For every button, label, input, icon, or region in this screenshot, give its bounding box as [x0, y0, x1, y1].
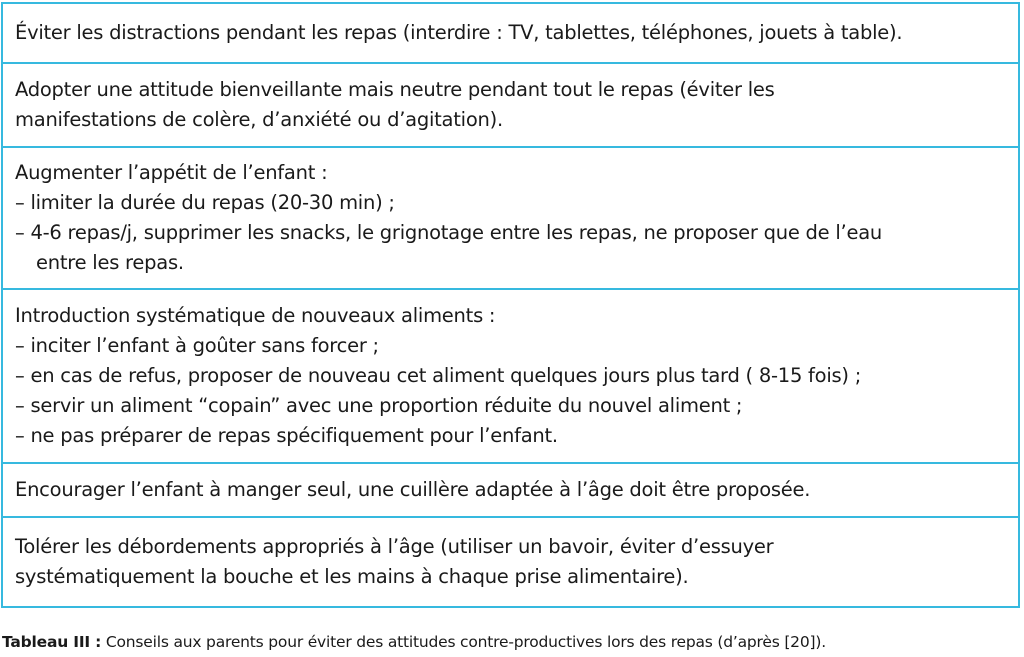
row-text: systématiquement la bouche et les mains à chaque prise alimentaire). — [15, 565, 689, 588]
row-bullet: – 4-6 repas/j, supprimer les snacks, le grignotage entre les repas, ne proposer que de l’eau — [15, 221, 883, 244]
row-text: Éviter les distractions pendant les repas (interdire : TV, tablettes, téléphones, jouets à table). — [15, 21, 903, 44]
caption-text: Conseils aux parents pour éviter des attitudes contre-productives lors des repas (d’après [20]). — [101, 633, 826, 651]
row-text: Adopter une attitude bienveillante mais neutre pendant tout le repas (éviter les — [15, 78, 775, 101]
table-row — [3, 290, 1018, 464]
table-row — [3, 148, 1018, 290]
row-bullet: – servir un aliment “copain” avec une proportion réduite du nouvel aliment ; — [15, 394, 743, 417]
row-heading: Introduction systématique de nouveaux aliments : — [15, 304, 496, 327]
row-text: manifestations de colère, d’anxiété ou d’agitation). — [15, 108, 503, 131]
row-text: Encourager l’enfant à manger seul, une cuillère adaptée à l’âge doit être proposée. — [15, 478, 811, 501]
row-text: Tolérer les débordements appropriés à l’âge (utiliser un bavoir, éviter d’essuyer — [15, 535, 774, 558]
row-heading: Augmenter l’appétit de l’enfant : — [15, 161, 328, 184]
table-caption — [2, 632, 826, 652]
row-bullet: – en cas de refus, proposer de nouveau cet aliment quelques jours plus tard ( 8-15 fois) ; — [15, 364, 862, 387]
table-row — [3, 464, 1018, 518]
row-bullet: – inciter l’enfant à goûter sans forcer ; — [15, 334, 379, 357]
table-row — [3, 64, 1018, 148]
table-row — [3, 518, 1018, 606]
advice-table — [1, 2, 1020, 608]
table-row — [3, 4, 1018, 64]
caption-label: Tableau III : — [2, 633, 102, 651]
row-bullet: – ne pas préparer de repas spécifiquement pour l’enfant. — [15, 424, 558, 447]
row-bullet-continuation: entre les repas. — [36, 251, 184, 274]
row-bullet: – limiter la durée du repas (20-30 min) ; — [15, 191, 395, 214]
